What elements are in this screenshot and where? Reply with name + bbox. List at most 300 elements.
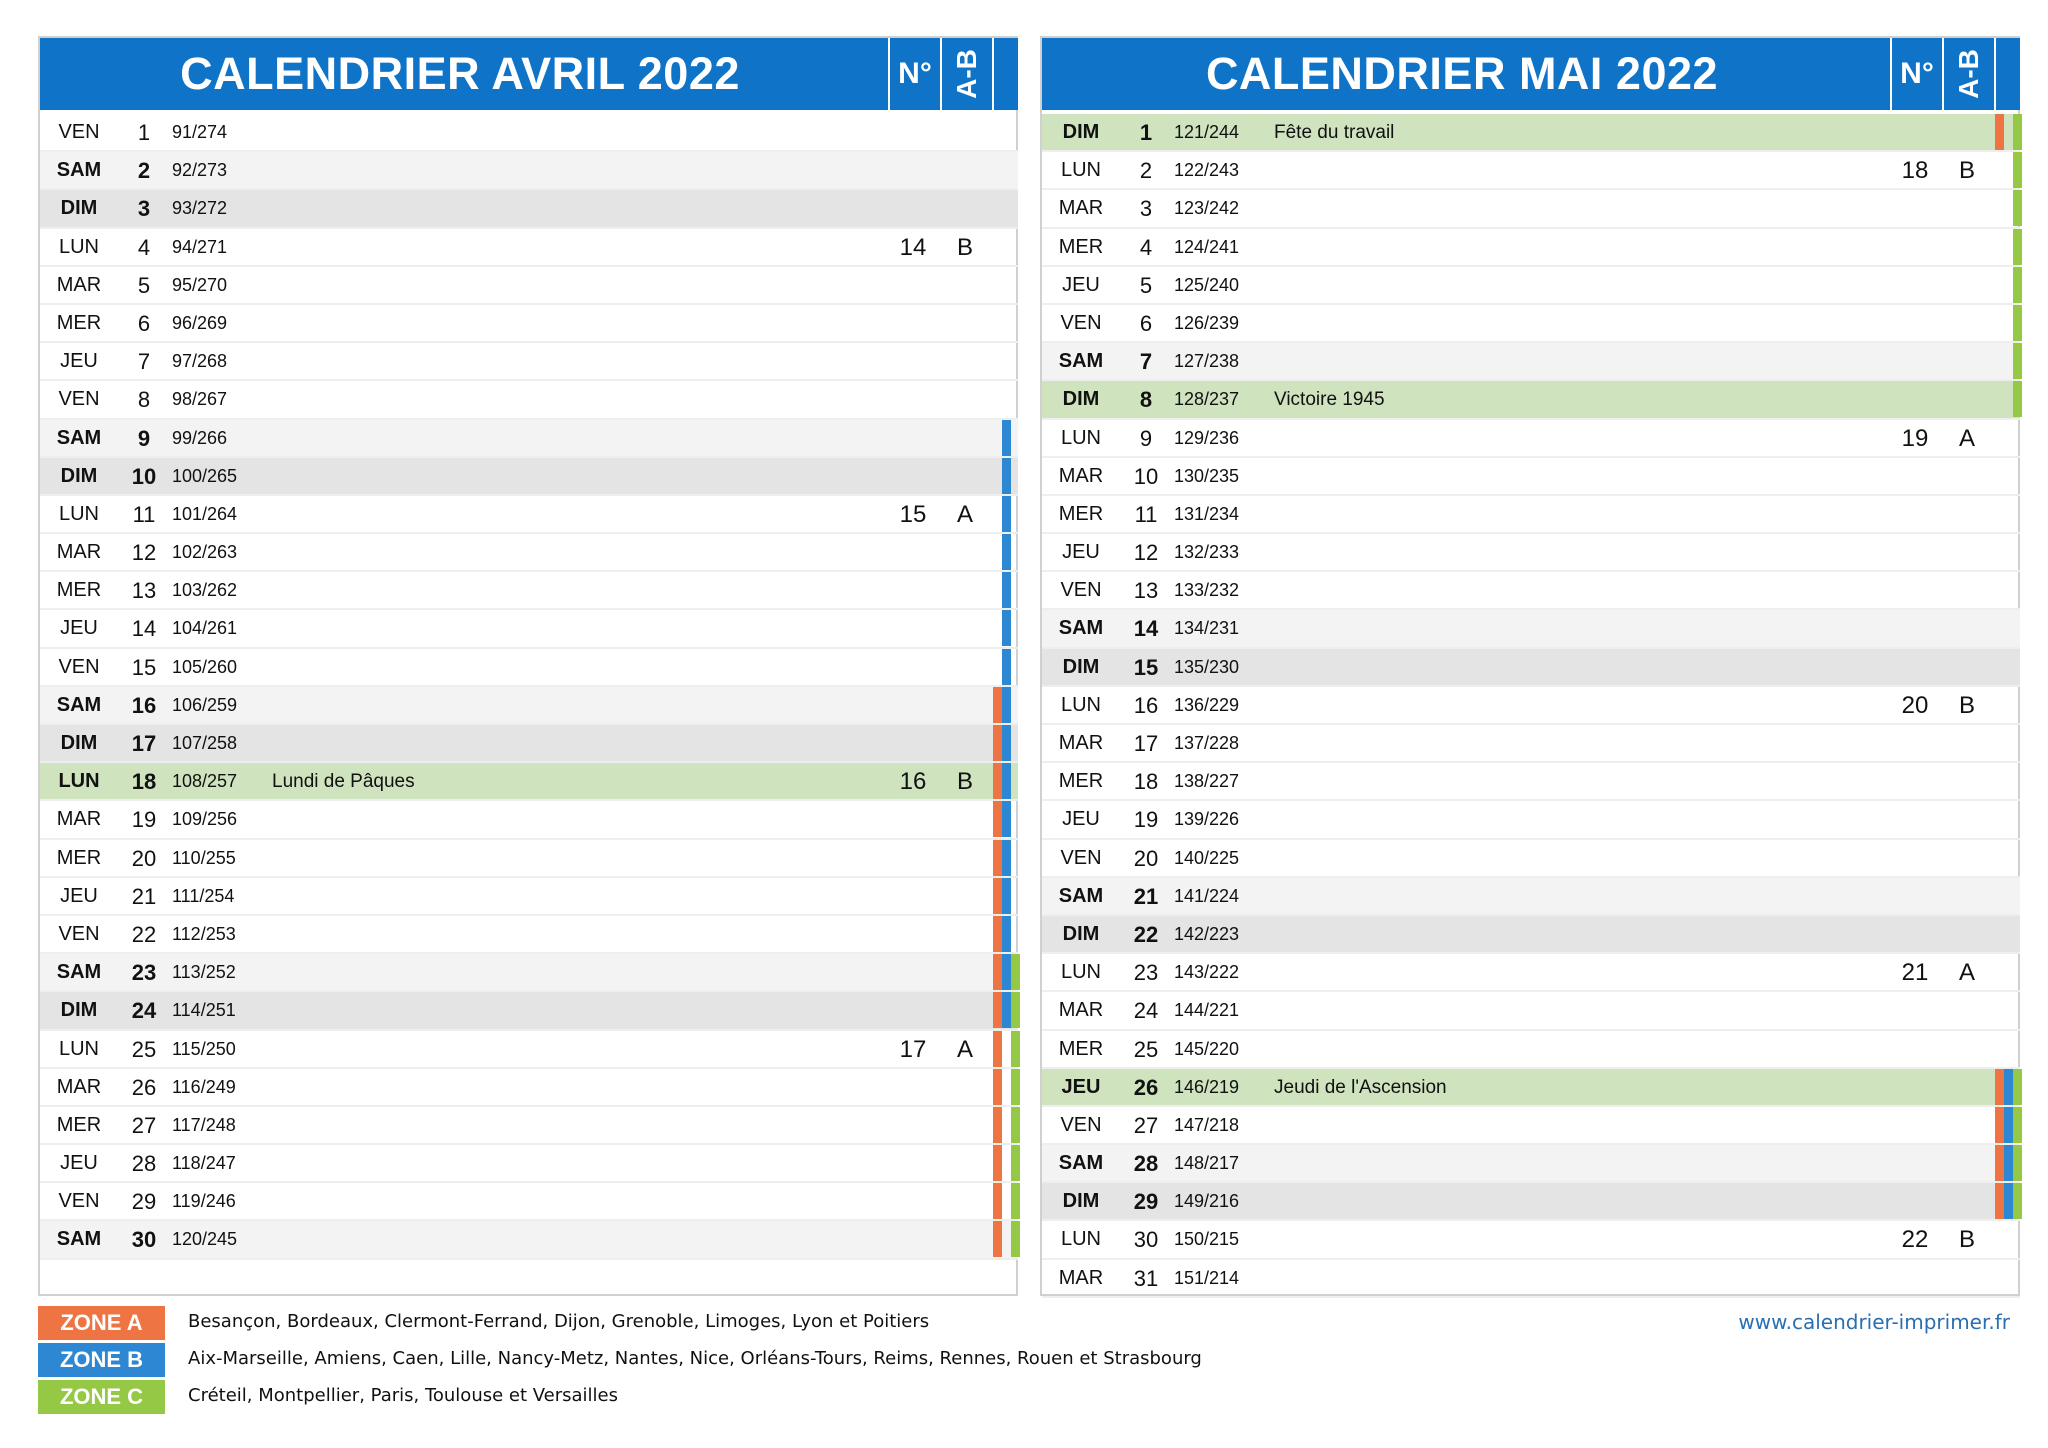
day-name: MAR <box>56 273 102 296</box>
zone-b-holiday-bar <box>1002 878 1011 914</box>
zone-c-holiday-bar <box>1011 1183 1020 1219</box>
day-of-year: 149/216 <box>1174 1191 1240 1212</box>
zone-a-cities: Besançon, Bordeaux, Clermont-Ferrand, Dijon, Grenoble, Limoges, Lyon et Poitiers <box>188 1311 930 1332</box>
day-number: 22 <box>131 921 157 947</box>
day-number: 19 <box>131 807 157 833</box>
day-number: 18 <box>1133 769 1159 795</box>
day-row <box>40 1107 1018 1145</box>
day-number: 22 <box>1133 921 1159 947</box>
day-of-year: 137/228 <box>1174 733 1240 753</box>
day-of-year: 95/270 <box>172 274 228 295</box>
day-name: VEN <box>58 922 100 945</box>
day-of-year: 141/224 <box>1174 885 1240 906</box>
day-name: DIM <box>1062 388 1100 411</box>
day-name: MER <box>1058 1037 1104 1060</box>
day-name: MER <box>56 846 102 869</box>
zone-c-holiday-bar <box>1011 992 1020 1028</box>
zone-c-holiday-bar <box>2013 114 2022 150</box>
day-row <box>1042 649 2020 687</box>
ab-week: B <box>956 768 973 796</box>
zone-c-cities: Créteil, Montpellier, Paris, Toulouse et Versailles <box>188 1385 619 1406</box>
day-number: 16 <box>131 692 157 718</box>
day-name: JEU <box>60 1152 98 1175</box>
day-row <box>1042 916 2020 954</box>
day-of-year: 119/246 <box>172 1191 236 1212</box>
day-row <box>1042 1183 2020 1221</box>
zone-b-holiday-bar <box>1002 687 1011 723</box>
day-row <box>40 649 1018 687</box>
day-of-year: 140/225 <box>1174 847 1240 868</box>
day-number: 20 <box>1133 845 1159 871</box>
day-name: LUN <box>1060 426 1101 449</box>
day-number: 9 <box>1139 425 1153 451</box>
day-number: 7 <box>137 349 151 375</box>
day-of-year: 100/265 <box>172 465 238 486</box>
day-number: 12 <box>131 540 157 566</box>
day-number: 8 <box>137 387 151 413</box>
day-of-year: 151/214 <box>1174 1267 1240 1288</box>
day-number: 11 <box>1134 501 1158 527</box>
day-number: 17 <box>131 731 157 756</box>
zone-c-holiday-bar <box>1011 1221 1020 1257</box>
day-row <box>40 1145 1018 1183</box>
day-number: 11 <box>132 501 156 527</box>
week-number: 22 <box>1901 1226 1929 1254</box>
day-of-year: 97/268 <box>172 351 228 372</box>
day-of-year: 123/242 <box>1174 198 1240 219</box>
day-name: LUN <box>58 502 99 525</box>
day-row <box>40 496 1018 534</box>
day-row <box>1042 992 2020 1030</box>
day-row <box>1042 801 2020 839</box>
calendar-avril <box>38 36 1018 1296</box>
day-of-year: 105/260 <box>172 656 238 677</box>
zone-b-holiday-bar <box>1002 840 1011 876</box>
day-of-year: 109/256 <box>172 809 238 830</box>
month-header <box>1042 38 2020 110</box>
day-row <box>40 267 1018 305</box>
zone-a-holiday-bar <box>1995 114 2004 150</box>
day-row <box>1042 1107 2020 1145</box>
day-number: 10 <box>131 463 157 489</box>
day-number: 17 <box>1133 731 1159 756</box>
day-name: SAM <box>1058 350 1104 373</box>
day-row <box>1042 267 2020 305</box>
zone-c-holiday-bar <box>2013 1107 2022 1143</box>
day-of-year: 130/235 <box>1174 465 1240 486</box>
day-number: 4 <box>137 234 151 260</box>
zone-c-badge: ZONE C <box>38 1380 165 1414</box>
day-name: DIM <box>1062 1190 1100 1213</box>
zone-a-holiday-bar <box>993 992 1002 1028</box>
day-row <box>40 916 1018 954</box>
day-of-year: 148/217 <box>1174 1153 1240 1174</box>
day-name: VEN <box>58 1190 100 1213</box>
day-of-year: 116/249 <box>172 1076 236 1097</box>
day-of-year: 121/244 <box>1174 122 1240 142</box>
website-link[interactable]: www.calendrier-imprimer.fr <box>1738 1310 2010 1334</box>
day-number: 26 <box>1133 1074 1159 1100</box>
day-name: JEU <box>60 350 98 373</box>
day-name: LUN <box>1060 693 1101 716</box>
day-of-year: 117/248 <box>172 1114 236 1135</box>
zone-c-holiday-bar <box>2013 267 2022 303</box>
day-name: LUN <box>58 1037 99 1060</box>
day-row <box>40 1221 1018 1259</box>
day-row <box>40 725 1018 763</box>
zone-b-holiday-bar <box>1002 954 1011 990</box>
holiday-label: Victoire 1945 <box>1274 389 1385 411</box>
zone-c-holiday-bar <box>2013 381 2022 417</box>
day-row <box>1042 763 2020 801</box>
day-row <box>1042 381 2020 419</box>
day-of-year: 98/267 <box>172 389 228 410</box>
day-row <box>40 381 1018 419</box>
zone-a-holiday-bar <box>1995 1183 2004 1219</box>
day-number: 3 <box>1139 196 1153 222</box>
day-number: 13 <box>1133 578 1159 604</box>
week-number: 18 <box>1901 157 1929 185</box>
day-name: DIM <box>60 999 98 1022</box>
day-number: 20 <box>131 845 157 871</box>
day-of-year: 118/247 <box>172 1153 236 1174</box>
day-name: MAR <box>56 808 102 831</box>
day-name: MER <box>1058 235 1104 258</box>
day-number: 12 <box>1133 540 1159 566</box>
day-row <box>1042 496 2020 534</box>
day-name: MER <box>56 579 102 602</box>
day-number: 27 <box>131 1112 157 1138</box>
zone-b-holiday-bar <box>1002 916 1011 952</box>
day-of-year: 150/215 <box>1174 1229 1240 1250</box>
day-name: JEU <box>1062 808 1100 831</box>
day-number: 3 <box>137 196 151 222</box>
zone-a-holiday-bar <box>993 878 1002 914</box>
day-of-year: 127/238 <box>1174 351 1240 372</box>
day-of-year: 128/237 <box>1174 389 1240 410</box>
day-of-year: 99/266 <box>172 427 228 448</box>
day-name: MAR <box>1058 464 1104 487</box>
day-row <box>1042 1221 2020 1259</box>
day-number: 13 <box>131 578 157 604</box>
zone-b-cities: Aix-Marseille, Amiens, Caen, Lille, Nancy-Metz, Nantes, Nice, Orléans-Tours, Reims, Rennes, Rouen et Strasbourg <box>188 1348 1202 1369</box>
day-name: LUN <box>1060 961 1101 984</box>
ab-week-header <box>1942 38 1996 110</box>
zone-b-holiday-bar <box>1002 992 1011 1028</box>
day-row <box>1042 1069 2020 1107</box>
day-number: 28 <box>131 1151 157 1177</box>
day-row <box>40 801 1018 839</box>
week-number: 15 <box>899 500 927 528</box>
zone-c-holiday-bar <box>2013 1069 2022 1105</box>
day-of-year: 146/219 <box>1174 1076 1240 1097</box>
day-row <box>1042 420 2020 458</box>
zone-a-holiday-bar <box>993 1183 1002 1219</box>
day-number: 1 <box>1139 120 1153 145</box>
day-row <box>40 840 1018 878</box>
day-number: 29 <box>1133 1189 1159 1215</box>
day-row <box>40 190 1018 228</box>
day-of-year: 96/269 <box>172 312 228 333</box>
ab-week: A <box>956 1035 973 1063</box>
week-number-header: N° <box>888 38 940 110</box>
zone-a-holiday-bar <box>993 725 1002 761</box>
day-of-year: 101/264 <box>172 503 238 524</box>
zone-b-badge: ZONE B <box>38 1343 165 1377</box>
zone-a-holiday-bar <box>993 687 1002 723</box>
day-name: MER <box>1058 502 1104 525</box>
ab-week: B <box>1958 157 1975 185</box>
zone-b-holiday-bar <box>2004 1183 2013 1219</box>
day-number: 19 <box>1133 807 1159 833</box>
day-number: 5 <box>1139 272 1153 298</box>
day-name: JEU <box>60 617 98 640</box>
day-number: 30 <box>1133 1227 1159 1253</box>
day-row <box>40 420 1018 458</box>
day-of-year: 94/271 <box>172 236 228 257</box>
zone-a-holiday-bar <box>1995 1069 2004 1105</box>
month-header <box>40 38 1018 110</box>
zone-c-holiday-bar <box>2013 152 2022 188</box>
day-name: MER <box>56 1113 102 1136</box>
zone-b-holiday-bar <box>1002 610 1011 646</box>
day-number: 30 <box>131 1227 157 1253</box>
day-number: 6 <box>137 310 151 336</box>
day-of-year: 132/233 <box>1174 542 1240 563</box>
day-number: 21 <box>131 883 157 909</box>
day-row <box>40 992 1018 1030</box>
day-of-year: 144/221 <box>1174 1000 1240 1021</box>
ab-week-header-label: A-B <box>951 49 982 99</box>
day-number: 29 <box>131 1189 157 1215</box>
zone-a-holiday-bar <box>993 763 1002 799</box>
day-of-year: 103/262 <box>172 580 238 601</box>
day-row <box>40 152 1018 190</box>
day-of-year: 142/223 <box>1174 923 1240 944</box>
ab-week: A <box>1958 424 1975 452</box>
day-number: 7 <box>1139 349 1153 375</box>
zone-b-holiday-bar <box>1002 458 1011 494</box>
ab-week: B <box>956 233 973 261</box>
ab-week-header-label: A-B <box>1953 49 1984 99</box>
day-of-year: 114/251 <box>172 1000 236 1021</box>
day-of-year: 143/222 <box>1174 962 1240 983</box>
day-of-year: 126/239 <box>1174 312 1240 333</box>
week-number: 14 <box>899 233 927 261</box>
day-name: VEN <box>58 388 100 411</box>
day-number: 24 <box>1133 998 1159 1024</box>
zone-a-holiday-bar <box>993 1145 1002 1181</box>
day-row <box>1042 572 2020 610</box>
day-name: MAR <box>56 541 102 564</box>
day-number: 25 <box>131 1036 157 1062</box>
zone-c-holiday-bar <box>1011 1145 1020 1181</box>
day-name: SAM <box>56 426 102 449</box>
day-number: 23 <box>131 960 157 986</box>
day-row <box>1042 725 2020 763</box>
zone-b-holiday-bar <box>1002 420 1011 456</box>
ab-week-header <box>940 38 994 110</box>
day-name: JEU <box>1062 273 1100 296</box>
zone-b-holiday-bar <box>1002 649 1011 685</box>
day-number: 28 <box>1133 1151 1159 1177</box>
ab-week: A <box>956 500 973 528</box>
day-row <box>40 1069 1018 1107</box>
zone-b-holiday-bar <box>2004 1107 2013 1143</box>
day-rows <box>1042 114 2020 1298</box>
day-of-year: 115/250 <box>172 1038 236 1059</box>
day-row <box>40 305 1018 343</box>
zone-c-holiday-bar <box>2013 1183 2022 1219</box>
day-row <box>1042 954 2020 992</box>
day-number: 1 <box>137 120 151 145</box>
day-row <box>1042 1260 2020 1298</box>
day-name: JEU <box>1061 1075 1101 1098</box>
day-name: SAM <box>56 159 102 182</box>
zone-c-holiday-bar <box>2013 1145 2022 1181</box>
zone-c-holiday-bar <box>1011 954 1020 990</box>
day-number: 25 <box>1133 1036 1159 1062</box>
day-name: VEN <box>1060 1113 1102 1136</box>
day-name: VEN <box>1060 846 1102 869</box>
day-name: DIM <box>60 732 98 754</box>
day-name: MAR <box>1058 197 1104 220</box>
day-of-year: 108/257 <box>172 771 238 792</box>
day-name: SAM <box>1058 884 1104 907</box>
zone-c-holiday-bar <box>2013 229 2022 265</box>
day-name: VEN <box>1060 579 1102 602</box>
zone-a-holiday-bar <box>1995 1145 2004 1181</box>
day-number: 2 <box>1139 158 1153 184</box>
day-of-year: 102/263 <box>172 542 238 563</box>
day-name: DIM <box>1062 655 1100 678</box>
day-name: SAM <box>56 693 102 716</box>
day-of-year: 106/259 <box>172 694 238 715</box>
day-number: 16 <box>1133 692 1159 718</box>
day-row <box>1042 152 2020 190</box>
day-number: 10 <box>1133 463 1159 489</box>
zone-a-holiday-bar <box>993 840 1002 876</box>
day-name: MAR <box>1058 999 1104 1022</box>
day-name: JEU <box>1062 541 1100 564</box>
day-number: 24 <box>131 998 157 1024</box>
week-number: 16 <box>899 768 927 796</box>
zone-c-holiday-bar <box>2013 305 2022 341</box>
day-number: 15 <box>1133 654 1159 680</box>
day-of-year: 136/229 <box>1174 694 1240 715</box>
day-number: 9 <box>137 425 151 451</box>
day-of-year: 110/255 <box>172 847 236 868</box>
day-row <box>40 1031 1018 1069</box>
zone-a-holiday-bar <box>993 1107 1002 1143</box>
day-row <box>40 534 1018 572</box>
day-of-year: 129/236 <box>1174 427 1240 448</box>
zone-c-holiday-bar <box>1011 1107 1020 1143</box>
day-row <box>40 610 1018 648</box>
zone-a-holiday-bar <box>993 1069 1002 1105</box>
day-name: MER <box>1058 770 1104 793</box>
week-number-header: N° <box>1890 38 1942 110</box>
day-number: 2 <box>137 158 151 184</box>
zone-c-holiday-bar <box>2013 343 2022 379</box>
zone-a-holiday-bar <box>993 916 1002 952</box>
day-row <box>40 954 1018 992</box>
day-name: VEN <box>58 121 100 143</box>
zone-a-holiday-bar <box>993 1031 1002 1067</box>
zone-c-holiday-bar <box>1011 1069 1020 1105</box>
zone-b-holiday-bar <box>1002 496 1011 532</box>
day-name: DIM <box>60 197 98 220</box>
day-of-year: 124/241 <box>1174 236 1240 257</box>
day-of-year: 134/231 <box>1174 618 1240 639</box>
day-name: MAR <box>1058 732 1104 754</box>
day-row <box>1042 687 2020 725</box>
day-of-year: 122/243 <box>1174 160 1240 181</box>
day-row <box>1042 458 2020 496</box>
month-title: CALENDRIER AVRIL 2022 <box>180 48 740 99</box>
zone-b-holiday-bar <box>2004 1069 2013 1105</box>
day-number: 8 <box>1139 387 1153 413</box>
day-number: 14 <box>1133 616 1159 642</box>
day-name: DIM <box>1062 922 1100 945</box>
day-name: LUN <box>1060 1228 1101 1251</box>
day-row <box>40 458 1018 496</box>
day-of-year: 131/234 <box>1174 503 1240 524</box>
month-title: CALENDRIER MAI 2022 <box>1205 48 1719 99</box>
day-of-year: 91/274 <box>172 122 228 142</box>
ab-week: A <box>1958 959 1975 987</box>
day-name: LUN <box>58 770 100 793</box>
day-of-year: 111/254 <box>172 885 235 906</box>
day-row <box>40 1183 1018 1221</box>
day-row <box>1042 305 2020 343</box>
day-of-year: 145/220 <box>1174 1038 1240 1059</box>
day-row <box>1042 534 2020 572</box>
week-number: 19 <box>1901 424 1929 452</box>
day-rows <box>40 114 1018 1260</box>
day-of-year: 93/272 <box>172 198 228 219</box>
day-of-year: 147/218 <box>1174 1114 1240 1135</box>
week-number: 17 <box>899 1035 927 1063</box>
zone-b-holiday-bar <box>1002 725 1011 761</box>
day-row <box>1042 229 2020 267</box>
ab-week: B <box>1958 691 1975 719</box>
day-of-year: 120/245 <box>172 1229 238 1250</box>
day-name: SAM <box>56 961 102 984</box>
day-row <box>40 343 1018 381</box>
day-number: 14 <box>131 616 157 642</box>
zone-b-holiday-bar <box>1002 534 1011 570</box>
day-name: SAM <box>1058 617 1104 640</box>
day-of-year: 112/253 <box>172 923 236 944</box>
day-row <box>1042 840 2020 878</box>
day-row <box>1042 878 2020 916</box>
day-row <box>1042 1031 2020 1069</box>
day-of-year: 133/232 <box>1174 580 1240 601</box>
day-number: 15 <box>131 654 157 680</box>
holiday-label: Jeudi de l'Ascension <box>1274 1076 1447 1098</box>
zone-a-holiday-bar <box>993 1221 1002 1257</box>
zone-b-holiday-bar <box>1002 763 1011 799</box>
day-of-year: 104/261 <box>172 618 238 639</box>
day-row <box>1042 1145 2020 1183</box>
day-number: 31 <box>1133 1265 1159 1291</box>
day-number: 5 <box>137 272 151 298</box>
calendar-mai <box>1040 36 2020 1296</box>
day-row <box>40 229 1018 267</box>
holiday-label: Lundi de Pâques <box>272 771 415 793</box>
day-of-year: 139/226 <box>1174 809 1240 830</box>
